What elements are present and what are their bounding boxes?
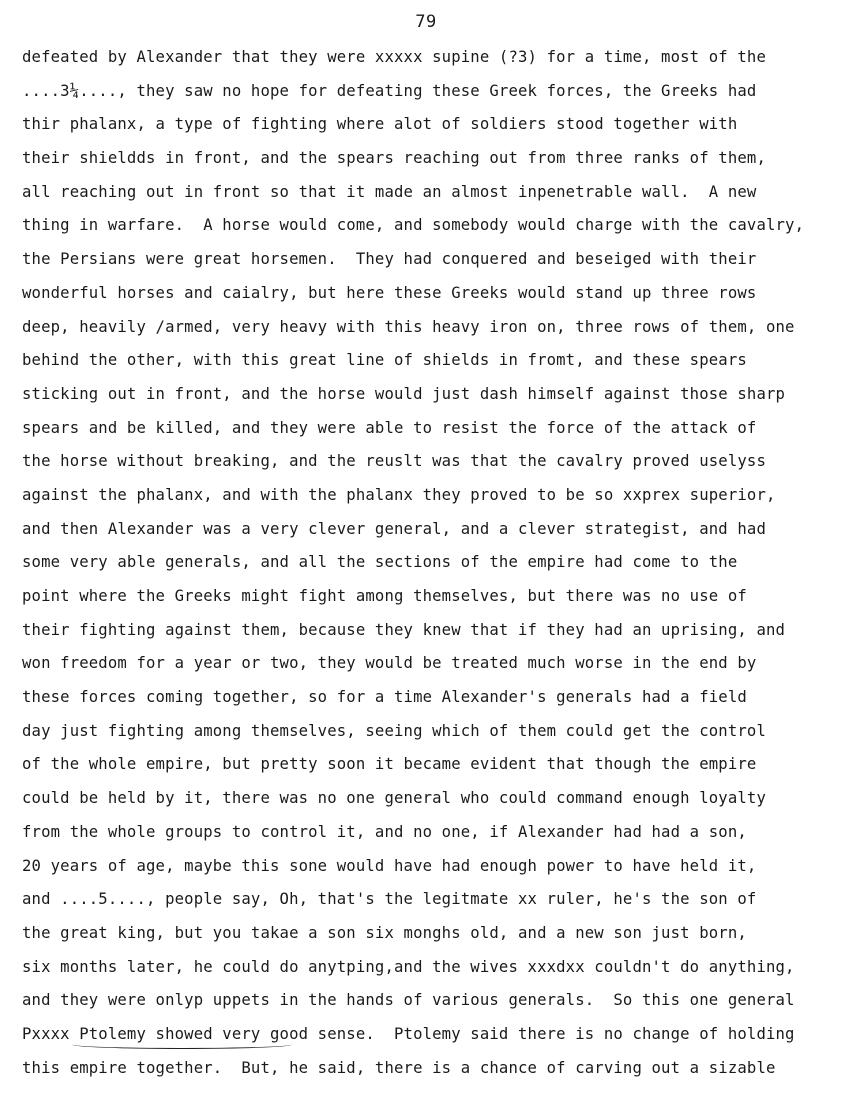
text-line: from the whole groups to control it, and no one, if Alexander had had a son, — [22, 822, 747, 841]
text-line: could be held by it, there was no one general who could command enough loyalty — [22, 789, 766, 808]
text-line: and they were onlyp uppets in the hands of various generals. So this one general — [22, 991, 795, 1010]
text-line: ....3¼...., they saw no hope for defeating these Greek forces, the Greeks had — [22, 81, 757, 100]
text-line: defeated by Alexander that they were xxxxx supine (?3) for a time, most of the — [22, 48, 766, 66]
text-line: some very able generals, and all the sections of the empire had come to the — [22, 553, 738, 572]
text-line: this empire together. But, he said, there is a chance of carving out a sizable — [22, 1058, 776, 1077]
text-line: their fighting against them, because they knew that if they had an uprising, and — [22, 620, 786, 639]
text-line: the horse without breaking, and the reuslt was that the cavalry proved uselyss — [22, 452, 766, 471]
page-number: 79 — [415, 12, 437, 32]
text-line: won freedom for a year or two, they would be treated much worse in the end by — [22, 654, 757, 673]
text-line: Pxxxx Ptolemy showed very good sense. Ptolemy said there is no change of holding — [22, 1024, 795, 1043]
text-line: spears and be killed, and they were able to resist the force of the attack of — [22, 418, 757, 437]
text-line: their shieldds in front, and the spears reaching out from three ranks of them, — [22, 149, 766, 168]
text-line: all reaching out in front so that it made an almost inpenetrable wall. A new — [22, 182, 757, 201]
text-line: and ....5...., people say, Oh, that's the legitmate xx ruler, he's the son of — [22, 890, 757, 909]
handwritten-underline — [72, 1040, 292, 1049]
text-line: sticking out in front, and the horse would just dash himself against those sharp — [22, 384, 786, 403]
text-line: the Persians were great horsemen. They had conquered and beseiged with their — [22, 250, 757, 269]
text-line: behind the other, with this great line of shields in fromt, and these spears — [22, 351, 747, 370]
text-line: the great king, but you takae a son six monghs old, and a new son just born, — [22, 923, 747, 942]
text-line: thir phalanx, a type of fighting where alot of soldiers stood together with — [22, 115, 738, 134]
text-line: these forces coming together, so for a time Alexander's generals had a field — [22, 688, 747, 707]
text-line: and then Alexander was a very clever general, and a clever strategist, and had — [22, 519, 766, 538]
text-line: against the phalanx, and with the phalanx they proved to be so xxprex superior, — [22, 485, 776, 504]
text-line: point where the Greeks might fight among themselves, but there was no use of — [22, 587, 747, 605]
text-line: deep, heavily /armed, very heavy with this heavy iron on, three rows of them, one — [22, 317, 795, 336]
text-line: six months later, he could do anytping,and the wives xxxdxx couldn't do anything, — [22, 957, 795, 976]
body-text — [22, 44, 848, 1088]
text-line: 20 years of age, maybe this sone would have had enough power to have held it, — [22, 856, 757, 875]
text-line: day just fighting among themselves, seeing which of them could get the control — [22, 721, 766, 740]
text-line: wonderful horses and caialry, but here these Greeks would stand up three rows — [22, 283, 757, 302]
text-line: of the whole empire, but pretty soon it became evident that though the empire — [22, 755, 757, 774]
text-line: thing in warfare. A horse would come, and somebody would charge with the cavalry, — [22, 216, 805, 235]
